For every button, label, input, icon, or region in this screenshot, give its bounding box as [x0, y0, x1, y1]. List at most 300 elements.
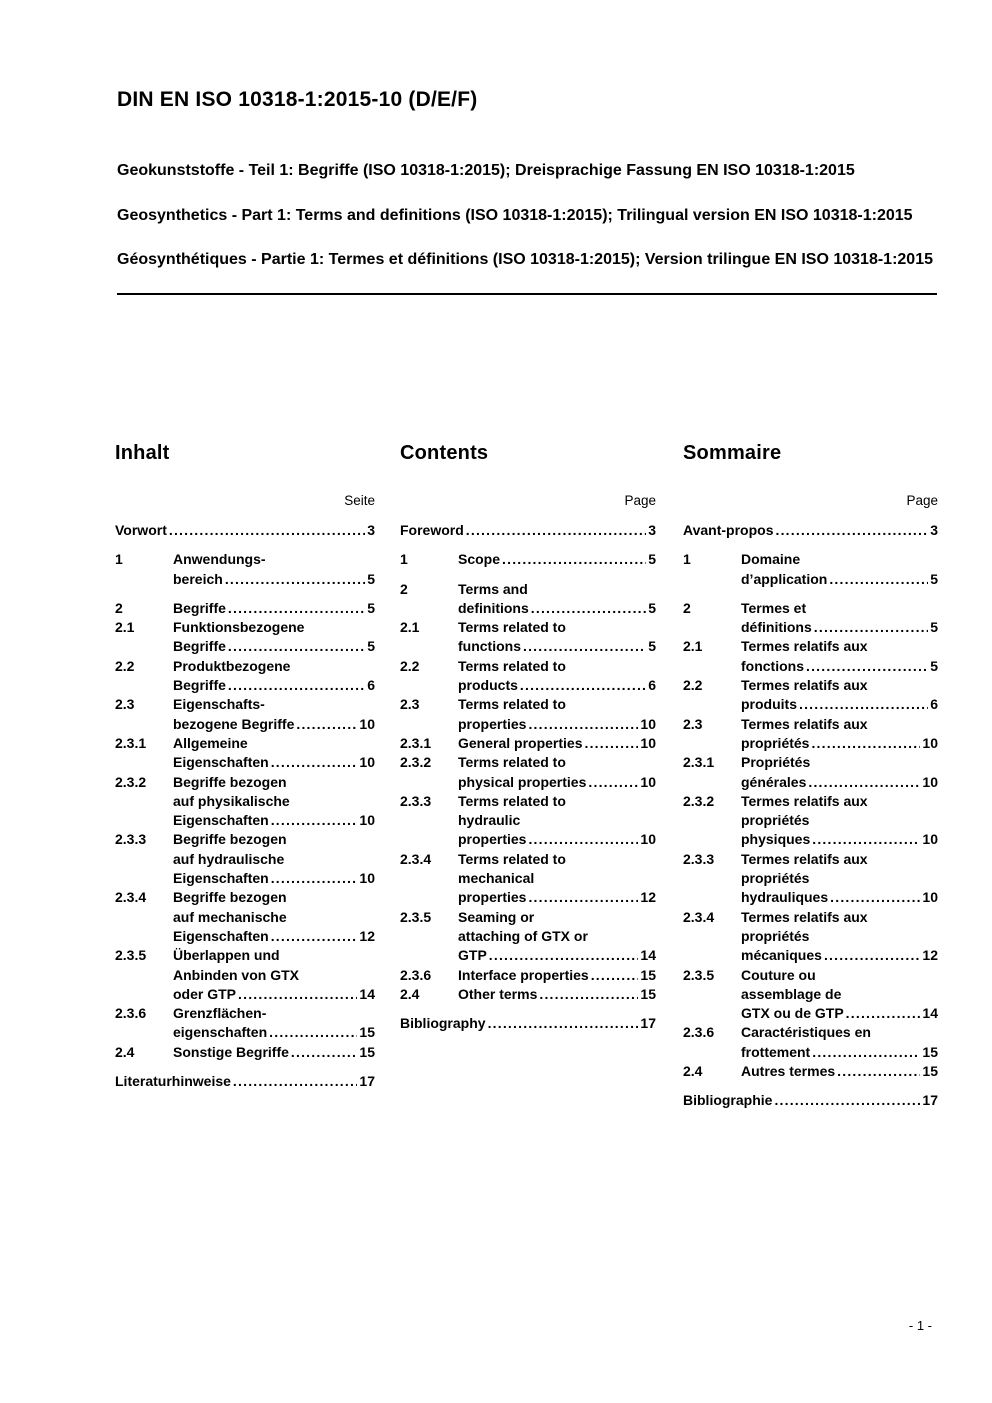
toc-entry-line: Terms related to: [458, 792, 566, 809]
toc-entry: [400, 521, 656, 540]
toc-entry-line: Eigenschaften: [173, 812, 269, 829]
toc-entry-line: Termes relatifs aux: [741, 677, 868, 694]
toc-entry-line: Sonstige Begriffe: [173, 1043, 289, 1060]
toc-entry: [683, 850, 938, 908]
toc-entry-text: [741, 908, 938, 966]
toc-entry-text: [173, 599, 375, 618]
toc-entry-line: auf mechanische: [173, 908, 287, 925]
toc-entry-last-line: [741, 618, 938, 637]
toc-entry-page: 10: [922, 831, 938, 848]
toc-entry: [400, 908, 656, 966]
toc-entry-last-line: [173, 869, 375, 888]
toc-entry: [683, 908, 938, 966]
toc-entry-line: Vorwort: [115, 522, 167, 538]
toc-entry-line: générales: [741, 773, 807, 790]
toc-entry-number: 2.3.4: [683, 908, 715, 925]
toc-entry: [400, 850, 656, 908]
toc-entry-number: 2.3.3: [115, 831, 147, 848]
toc-leader-dots: [225, 570, 365, 589]
toc-entry-number: 2.3.4: [115, 889, 147, 906]
toc-entry-line: properties: [458, 715, 527, 732]
toc-entry-last-line: [458, 676, 656, 695]
toc-entry-last-line: [173, 676, 375, 695]
toc-entry-page: 15: [640, 985, 656, 1002]
toc-entry-number: 2.2: [400, 657, 420, 674]
toc-leader-dots: [812, 830, 920, 849]
toc-leader-dots: [528, 715, 638, 734]
toc-entry-line: hydraulic: [458, 812, 521, 829]
toc-leader-dots: [238, 985, 357, 1004]
toc-entry-line: definitions: [458, 599, 529, 616]
toc-entry-number: 2: [400, 580, 408, 597]
toc-entry-page: 5: [648, 638, 656, 655]
toc-entry-line: Anwendungs-: [173, 551, 266, 568]
toc-entry-page: 10: [640, 831, 656, 848]
toc-entry-page: 14: [640, 947, 656, 964]
toc-entry: [115, 521, 375, 540]
toc-leader-dots: [523, 637, 646, 656]
toc-entry-last-line: [741, 888, 938, 907]
toc-entry-line: produits: [741, 696, 797, 713]
toc-entry-last-line: [683, 521, 938, 540]
toc-entry-line: Grenzflächen-: [173, 1005, 267, 1022]
toc-entry-last-line: [173, 599, 375, 618]
toc-entry-text: [458, 695, 656, 734]
toc-entry-text: [458, 580, 656, 619]
toc-entry-page: 5: [930, 619, 938, 636]
toc-entry-number: 2.3.3: [400, 792, 432, 809]
toc-leader-dots: [271, 927, 358, 946]
toc-entry-number: 2.1: [683, 638, 703, 655]
toc-entry: [683, 550, 938, 589]
toc-entry: [400, 695, 656, 734]
toc-entry-page: 5: [367, 599, 375, 616]
toc-entry-line: products: [458, 677, 518, 694]
toc-leader-dots: [846, 1004, 921, 1023]
toc-entry-text: [173, 695, 375, 734]
toc-entry: [115, 773, 375, 831]
toc-leader-dots: [291, 1043, 358, 1062]
toc-entry-page: 10: [640, 773, 656, 790]
toc-entry-line: définitions: [741, 619, 812, 636]
toc-leader-dots: [812, 1043, 920, 1062]
page-column-label: Seite: [344, 493, 375, 508]
toc-entry-line: Begriffe: [173, 599, 226, 616]
toc-entry-text: [741, 1023, 938, 1062]
toc-entry-text: [458, 908, 656, 966]
toc-entry-text: [458, 850, 656, 908]
toc-entry-page: 5: [648, 551, 656, 568]
toc-entry-text: [458, 792, 656, 850]
toc-entry-number: 2.3.2: [400, 754, 432, 771]
toc-entry-number: 2.1: [400, 619, 420, 636]
toc-entry-text: [173, 657, 375, 696]
toc-entry-line: propriétés: [741, 927, 810, 944]
toc-entry: [400, 580, 656, 619]
toc-entry-line: Eigenschaften: [173, 754, 269, 771]
toc-entry-line: Couture ou: [741, 966, 816, 983]
toc-entry-number: 2.3: [400, 696, 420, 713]
toc-entry-number: 2.3.5: [400, 908, 432, 925]
toc-entry-line: propriétés: [741, 812, 810, 829]
toc-heading-fr: Sommaire: [683, 442, 782, 464]
toc-leader-dots: [814, 618, 928, 637]
toc-entry-page: 14: [359, 985, 375, 1002]
toc-entry-line: properties: [458, 831, 527, 848]
toc-entry-number: 2.4: [115, 1043, 135, 1060]
toc-entry-last-line: [458, 550, 656, 569]
toc-leader-dots: [585, 734, 639, 753]
toc-entry-line: bereich: [173, 570, 223, 587]
toc-entry-last-line: [741, 1062, 938, 1081]
toc-entry-last-line: [458, 966, 656, 985]
toc-entry: [400, 966, 656, 985]
toc-entry-page: 15: [640, 966, 656, 983]
toc-entry-number: 2.2: [683, 677, 703, 694]
toc-entry-number: 2.3.6: [115, 1005, 147, 1022]
toc-leader-dots: [799, 695, 928, 714]
toc-entry-last-line: [173, 715, 375, 734]
toc-entry: [115, 618, 375, 657]
toc-entry: [400, 792, 656, 850]
toc-entry: [400, 1014, 656, 1033]
toc-entry: [683, 1023, 938, 1062]
toc-entry-line: functions: [458, 638, 521, 655]
toc-entry-text: [173, 550, 375, 589]
title-german: Geokunststoffe - Teil 1: Begriffe (ISO 10318-1:2015); Dreisprachige Fassung EN ISO 10318-1:2015: [117, 162, 855, 179]
toc-entry-page: 12: [922, 947, 938, 964]
toc-entry-text: [173, 946, 375, 1004]
toc-entry-page: 10: [359, 812, 375, 829]
toc-entry-line: Foreword: [400, 522, 464, 538]
toc-entry-text: [115, 1072, 375, 1091]
toc-entry: [683, 521, 938, 540]
toc-entry: [115, 599, 375, 618]
toc-entry: [400, 618, 656, 657]
toc-columns: [115, 442, 938, 1111]
toc-leader-dots: [774, 1091, 920, 1110]
toc-entry: [683, 792, 938, 850]
toc-entry-number: 2: [115, 599, 123, 616]
toc-entry-last-line: [458, 946, 656, 965]
toc-entry-line: Autres termes: [741, 1063, 836, 1080]
toc-entry: [683, 715, 938, 754]
toc-entry-text: [683, 1091, 938, 1110]
toc-entry-line: Terms related to: [458, 696, 566, 713]
toc-entry-number: 2.3: [115, 696, 135, 713]
toc-entry-number: 1: [683, 551, 691, 568]
toc-entry-last-line: [458, 888, 656, 907]
toc-entry-last-line: [400, 521, 656, 540]
title-french: Géosynthétiques - Partie 1: Termes et définitions (ISO 10318-1:2015); Version trilingue EN ISO 10318-1:2015: [117, 251, 933, 268]
toc-leader-dots: [271, 753, 358, 772]
toc-leader-dots: [811, 734, 920, 753]
toc-entry-text: [741, 966, 938, 1024]
toc-entry-line: Allgemeine: [173, 734, 248, 751]
toc-entry: [683, 1062, 938, 1081]
toc-entry: [400, 985, 656, 1004]
toc-leader-dots: [808, 773, 920, 792]
toc-entry-text: [741, 550, 938, 589]
toc-entry-text: [173, 830, 375, 888]
toc-entry-page: 10: [922, 734, 938, 751]
toc-entry-line: physiques: [741, 831, 811, 848]
toc-leader-dots: [830, 888, 920, 907]
toc-entry-last-line: [173, 927, 375, 946]
toc-leader-dots: [271, 869, 358, 888]
toc-entry-page: 3: [930, 522, 938, 538]
toc-entry-number: 1: [115, 551, 123, 568]
toc-entry-line: Terms related to: [458, 754, 566, 771]
toc-entry-line: Termes relatifs aux: [741, 850, 868, 867]
page-column-label: Page: [624, 493, 656, 508]
toc-entry-line: propriétés: [741, 870, 810, 887]
toc-entry-number: 2.1: [115, 619, 135, 636]
toc-entry-line: Caractéristiques en: [741, 1024, 871, 1041]
toc-entry-number: 2.3.6: [683, 1024, 715, 1041]
toc-entry-line: Avant-propos: [683, 522, 774, 538]
toc-entry-last-line: [741, 570, 938, 589]
toc-entry-last-line: [741, 1043, 938, 1062]
document-number-title: DIN EN ISO 10318-1:2015-10 (D/E/F): [117, 88, 478, 111]
toc-entry: [683, 599, 938, 638]
toc-entry-page: 10: [922, 773, 938, 790]
toc-entry-page: 12: [359, 927, 375, 944]
toc-entry-line: Termes relatifs aux: [741, 638, 868, 655]
toc-entry-text: [458, 550, 656, 569]
toc-entry-number: 2.2: [115, 657, 135, 674]
toc-entry: [115, 734, 375, 773]
toc-entry: [683, 1091, 938, 1110]
toc-entry-page: 3: [367, 522, 375, 538]
toc-entry-page: 10: [640, 734, 656, 751]
toc-entry-line: assemblage de: [741, 985, 842, 1002]
toc-heading-de: Inhalt: [115, 442, 170, 464]
toc-entry-line: Terms and: [458, 580, 528, 597]
toc-entry-page: 3: [648, 522, 656, 538]
toc-entry-line: Begriffe: [173, 638, 226, 655]
toc-entry-last-line: [458, 773, 656, 792]
page-column-label: Page: [906, 493, 938, 508]
toc-entry-number: 2.3.3: [683, 850, 715, 867]
toc-entry-line: Begriffe: [173, 677, 226, 694]
toc-leader-dots: [489, 946, 639, 965]
toc-entry-line: eigenschaften: [173, 1024, 268, 1041]
toc-entry-last-line: [458, 985, 656, 1004]
toc-entry-last-line: [741, 734, 938, 753]
toc-entry-line: Produktbezogene: [173, 657, 291, 674]
toc-entry-line: Bibliographie: [683, 1092, 773, 1109]
toc-entry-line: Begriffe bezogen: [173, 889, 287, 906]
toc-entry-line: Interface properties: [458, 966, 589, 983]
toc-entry-line: bezogene Begriffe: [173, 715, 295, 732]
toc-entry-text: [741, 637, 938, 676]
toc-entry-text: [741, 715, 938, 754]
toc-leader-dots: [502, 550, 646, 569]
toc-entry-text: [458, 753, 656, 792]
toc-entry-page: 10: [359, 754, 375, 771]
toc-entry-text: [741, 792, 938, 850]
toc-entry-text: [115, 521, 375, 540]
toc-entry-last-line: [458, 830, 656, 849]
toc-entry-page: 5: [367, 570, 375, 587]
toc-entry-line: auf hydraulische: [173, 850, 285, 867]
toc-entry: [400, 753, 656, 792]
toc-entry-line: frottement: [741, 1043, 811, 1060]
toc-entry-line: Eigenschaften: [173, 927, 269, 944]
toc-leader-dots: [837, 1062, 920, 1081]
toc-entry: [115, 946, 375, 1004]
toc-entry-page: 5: [930, 657, 938, 674]
toc-entry-line: Scope: [458, 551, 501, 568]
toc-entry-line: hydrauliques: [741, 889, 829, 906]
toc-entry-page: 15: [359, 1043, 375, 1060]
toc-entry-last-line: [741, 695, 938, 714]
toc-entry: [115, 695, 375, 734]
toc-entry-line: Bibliography: [400, 1015, 486, 1032]
toc-entry-last-line: [173, 570, 375, 589]
toc-leader-dots: [539, 985, 638, 1004]
toc-entry-text: [458, 618, 656, 657]
toc-entry-last-line: [741, 657, 938, 676]
toc-entry: [115, 1072, 375, 1091]
toc-entry-text: [173, 734, 375, 773]
document-header: [117, 88, 937, 295]
toc-leader-dots: [269, 1023, 357, 1042]
toc-entry-page: 10: [359, 870, 375, 887]
toc-entry-text: [741, 676, 938, 715]
toc-leader-dots: [233, 1072, 358, 1091]
toc-entry-page: 10: [922, 889, 938, 906]
toc-leader-dots: [829, 570, 928, 589]
toc-entry-page: 5: [930, 570, 938, 587]
toc-entry-last-line: [400, 1014, 656, 1033]
toc-entry-last-line: [741, 830, 938, 849]
toc-heading-en: Contents: [400, 442, 489, 464]
toc-entry-line: Eigenschafts-: [173, 696, 265, 713]
toc-entry-last-line: [173, 811, 375, 830]
toc-entry-text: [458, 734, 656, 753]
toc-entry-number: 2.4: [683, 1063, 703, 1080]
toc-entry-page: 15: [922, 1043, 938, 1060]
toc-leader-dots: [520, 676, 646, 695]
toc-entry-number: 2.3.6: [400, 966, 432, 983]
toc-entry-line: mechanical: [458, 870, 535, 887]
toc-entry-number: 2.3.5: [683, 966, 715, 983]
toc-entry-last-line: [741, 1004, 938, 1023]
toc-entry-page: 12: [640, 889, 656, 906]
toc-entry: [115, 657, 375, 696]
toc-entry-page: 10: [640, 715, 656, 732]
toc-entry-last-line: [683, 1091, 938, 1110]
toc-entry: [683, 753, 938, 792]
toc-entry-line: properties: [458, 889, 527, 906]
toc-entry-last-line: [458, 637, 656, 656]
toc-entry-line: mécaniques: [741, 947, 822, 964]
toc-entry-text: [741, 850, 938, 908]
toc-entry-number: 2.3.1: [683, 754, 715, 771]
toc-entry-line: Anbinden von GTX: [173, 966, 299, 983]
toc-entry-number: 2.3.4: [400, 850, 432, 867]
toc-leader-dots: [588, 773, 638, 792]
toc-entry-line: oder GTP: [173, 985, 237, 1002]
toc-entry-line: fonctions: [741, 657, 804, 674]
toc-entry-text: [741, 753, 938, 792]
toc-column-en: [400, 442, 656, 1111]
toc-entry-number: 2: [683, 599, 691, 616]
toc-entry-line: GTX ou de GTP: [741, 1005, 844, 1022]
toc-entry-page: 6: [648, 677, 656, 694]
toc-entry-page: 15: [922, 1063, 938, 1080]
toc-entry-number: 2.3.2: [115, 773, 147, 790]
toc-entry-text: [400, 1014, 656, 1033]
toc-entry-line: auf physikalische: [173, 792, 290, 809]
toc-entry-line: physical properties: [458, 773, 587, 790]
toc-entry-line: Überlappen und: [173, 947, 280, 964]
toc-entry: [400, 734, 656, 753]
toc-entry: [115, 550, 375, 589]
toc-entry-line: Other terms: [458, 985, 538, 1002]
title-english: Geosynthetics - Part 1: Terms and definitions (ISO 10318-1:2015); Trilingual version EN ISO 10318-1:2015: [117, 206, 913, 224]
toc-leader-dots: [824, 946, 920, 965]
toc-entry-last-line: [173, 1023, 375, 1042]
toc-entry-page: 6: [367, 677, 375, 694]
toc-entry: [683, 966, 938, 1024]
toc-entry-line: Termes relatifs aux: [741, 792, 868, 809]
toc-entry-line: Terms related to: [458, 850, 566, 867]
toc-entry-page: 10: [359, 715, 375, 732]
toc-leader-dots: [528, 830, 638, 849]
header-divider-line: [117, 293, 937, 295]
toc-entry-number: 2.3: [683, 715, 703, 732]
toc-entry-line: Termes relatifs aux: [741, 715, 868, 732]
toc-entry-number: 2.3.1: [400, 734, 432, 751]
toc-entry-page: 14: [922, 1005, 938, 1022]
toc-column-fr: [683, 442, 938, 1111]
toc-entry-page: 17: [359, 1073, 375, 1090]
toc-entry-text: [458, 966, 656, 985]
toc-entry-page: 5: [648, 599, 656, 616]
toc-entry: [683, 676, 938, 715]
toc-leader-dots: [228, 599, 365, 618]
toc-entry-number: 2.3.2: [683, 792, 715, 809]
toc-entry-line: Terms related to: [458, 657, 566, 674]
toc-entry: [400, 657, 656, 696]
toc-entry-last-line: [115, 521, 375, 540]
toc-leader-dots: [466, 521, 646, 540]
toc-entry-line: Seaming or: [458, 908, 535, 925]
toc-entry-last-line: [741, 773, 938, 792]
toc-leader-dots: [806, 657, 928, 676]
toc-entry-text: [458, 657, 656, 696]
toc-entry-text: [173, 1043, 375, 1062]
toc-entry-last-line: [173, 637, 375, 656]
toc-entry-number: 1: [400, 551, 408, 568]
toc-entry-line: attaching of GTX or: [458, 927, 588, 944]
toc-entry-page: 6: [930, 696, 938, 713]
toc-entry: [683, 637, 938, 676]
toc-entry-text: [741, 599, 938, 638]
toc-entry-line: d’application: [741, 570, 828, 587]
toc-entry-last-line: [115, 1072, 375, 1091]
toc-entry-line: GTP: [458, 947, 487, 964]
toc-entry-page: 17: [922, 1092, 938, 1109]
toc-entry-text: [741, 1062, 938, 1081]
toc-entry-text: [173, 618, 375, 657]
toc-entry: [115, 1004, 375, 1043]
toc-leader-dots: [775, 521, 928, 540]
toc-entry-line: General properties: [458, 734, 583, 751]
